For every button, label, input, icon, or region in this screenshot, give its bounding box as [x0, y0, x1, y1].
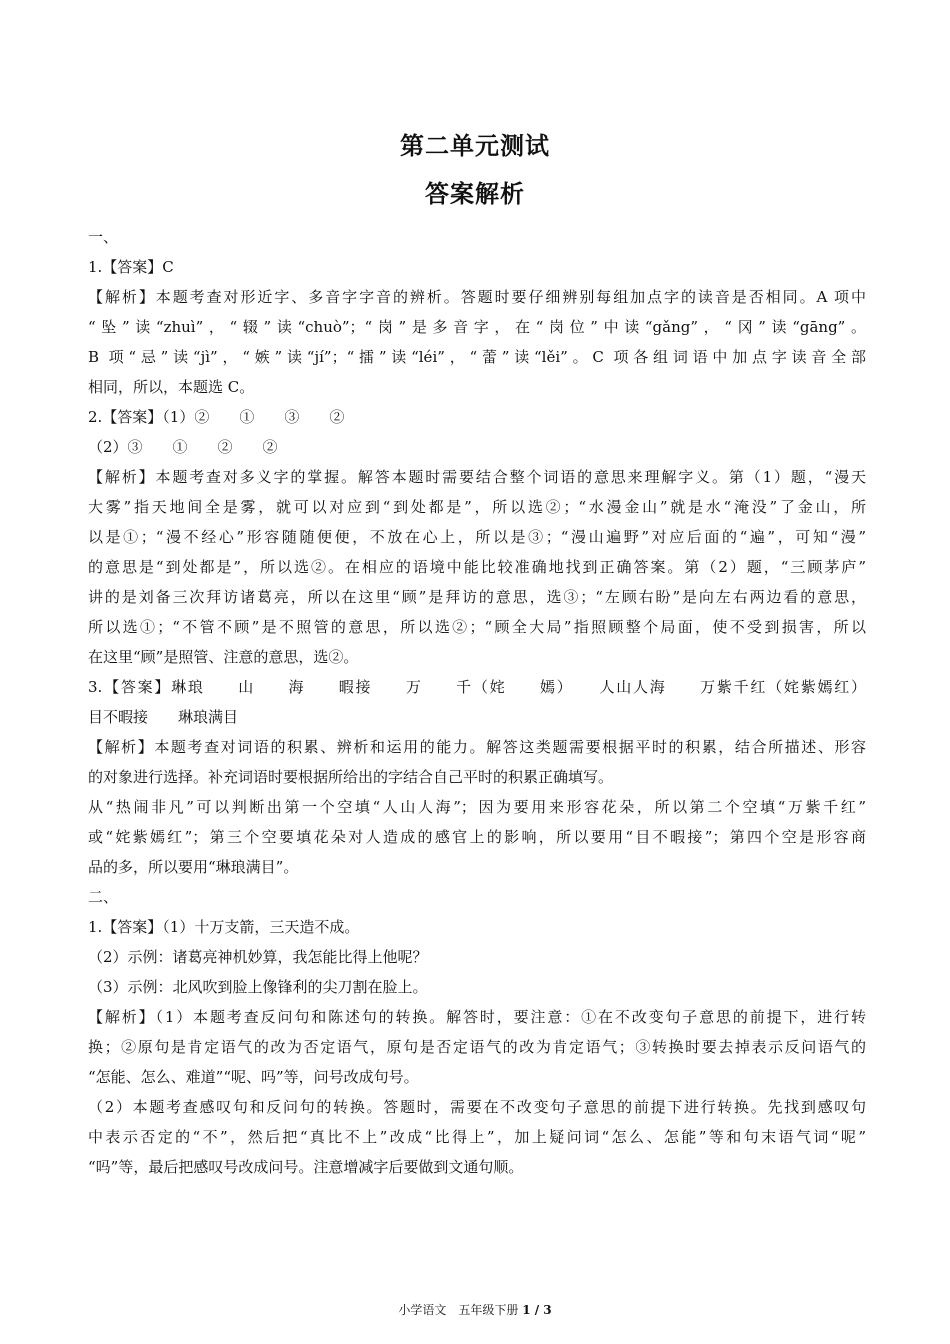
text-line: 在这里“顾”是照管、注意的意思，选②。 [88, 648, 359, 666]
text-line: 或“姹紫嫣红”；第三个空要填花朵对人造成的感官上的影响，所以要用“目不暇接”；第四个空是形容商 [88, 828, 866, 846]
text-line: 【解析】（1）本题考查反问句和陈述句的转换。解答时，要注意：①在不改变句子意思的前提下，进行转 [88, 1008, 866, 1026]
text-line: 1.【答案】（1）十万支箭，三天造不成。 [88, 918, 360, 936]
text-line: 相同，所以，本题选 C。 [88, 378, 255, 396]
page-number: 1 / 3 [522, 1303, 552, 1317]
text-line: B 项“忌”读“jì”，“嫉”读“jí”；“擂”读“léi”，“蕾”读“lěi”。C 项各组词语中加点字读音全部 [88, 348, 866, 366]
text-line: 的意思是“到处都是”，所以选②。在相应的语境中能比较准确地找到正确答案。第（2）题，“三顾茅庐” [88, 558, 866, 576]
text-line: 从“热闹非凡”可以判断出第一个空填“人山人海”；因为要用来形容花朵，所以第二个空填“万紫千红” [88, 798, 866, 816]
text-line: 以是①；“漫不经心”形容随随便便，不放在心上，所以是③；“漫山遍野”对应后面的“遍”，可知“漫” [88, 528, 866, 546]
text-line: 大雾”指天地间全是雾，就可以对应到“到处都是”，所以选②；“水漫金山”就是水“淹没”了金山，所 [88, 498, 866, 516]
text-line: 【解析】本题考查对形近字、多音字字音的辨析。答题时要仔细辨别每组加点字的读音是否相同。A 项中 [88, 288, 866, 306]
footer-label: 小学语文 五年级下册 [398, 1303, 519, 1317]
text-line: 3.【答案】琳琅 山 海 暇接 万 千（姹 嫣） 人山人海 万紫千红（姹紫嫣红） [88, 678, 866, 696]
answer-body [88, 222, 866, 1182]
text-line: 1.【答案】C [88, 258, 174, 276]
text-line: 的对象进行选择。补充词语时要根据所给出的字结合自己平时的积累正确填写。 [88, 768, 614, 786]
text-line: “怎能、怎么、难道”“呢、吗”等，问号改成句号。 [88, 1068, 419, 1086]
text-line: 【解析】本题考查对多义字的掌握。解答本题时需要结合整个词语的意思来理解字义。第（1）题，“漫天 [88, 468, 866, 486]
text-line: 换；②原句是肯定语气的改为否定语气，原句是否定语气的改为肯定语气；③转换时要去掉表示反问语气的 [88, 1038, 866, 1056]
page-footer [0, 1301, 950, 1318]
page-title: 第二单元测试 [400, 132, 550, 160]
text-line: 所以选①；“不管不顾”是不照管的意思，所以选②；“顾全大局”指照顾整个局面，使不受到损害，所以 [88, 618, 866, 636]
text-line: “吗”等，最后把感叹号改成问号。注意增减字后要做到文通句顺。 [88, 1158, 524, 1176]
text-line: （2）本题考查感叹句和反问句的转换。答题时，需要在不改变句子意思的前提下进行转换。先找到感叹句 [88, 1098, 866, 1116]
text-line: 【解析】本题考查对词语的积累、辨析和运用的能力。解答这类题需要根据平时的积累，结合所描述、形容 [88, 738, 866, 756]
text-line: 二、 [88, 888, 119, 906]
text-line: “坠”读“zhuì”，“辍”读“chuò”；“岗”是多音字，在“岗位”中读“gǎng”，“冈”读“gāng”。 [88, 318, 866, 336]
text-line: （2）示例：诸葛亮神机妙算，我怎能比得上他呢？ [88, 948, 428, 966]
text-line: 2.【答案】（1）② ① ③ ② [88, 408, 345, 426]
text-line: （3）示例：北风吹到脸上像锋利的尖刀割在脸上。 [88, 978, 428, 996]
text-line: 一、 [88, 228, 119, 246]
text-line: （2）③ ① ② ② [88, 438, 278, 456]
text-line: 中表示否定的“不”，然后把“真比不上”改成“比得上”，加上疑问词“怎么、怎能”等和句末语气词“呢” [88, 1128, 866, 1146]
text-line: 目不暇接 琳琅满目 [88, 708, 239, 726]
page-subtitle: 答案解析 [425, 180, 525, 208]
text-line: 品的多，所以要用“琳琅满目”。 [88, 858, 299, 876]
text-line: 讲的是刘备三次拜访诸葛亮，所以在这里“顾”是拜访的意思，选③；“左顾右盼”是向左右两边看的意思， [88, 588, 866, 606]
